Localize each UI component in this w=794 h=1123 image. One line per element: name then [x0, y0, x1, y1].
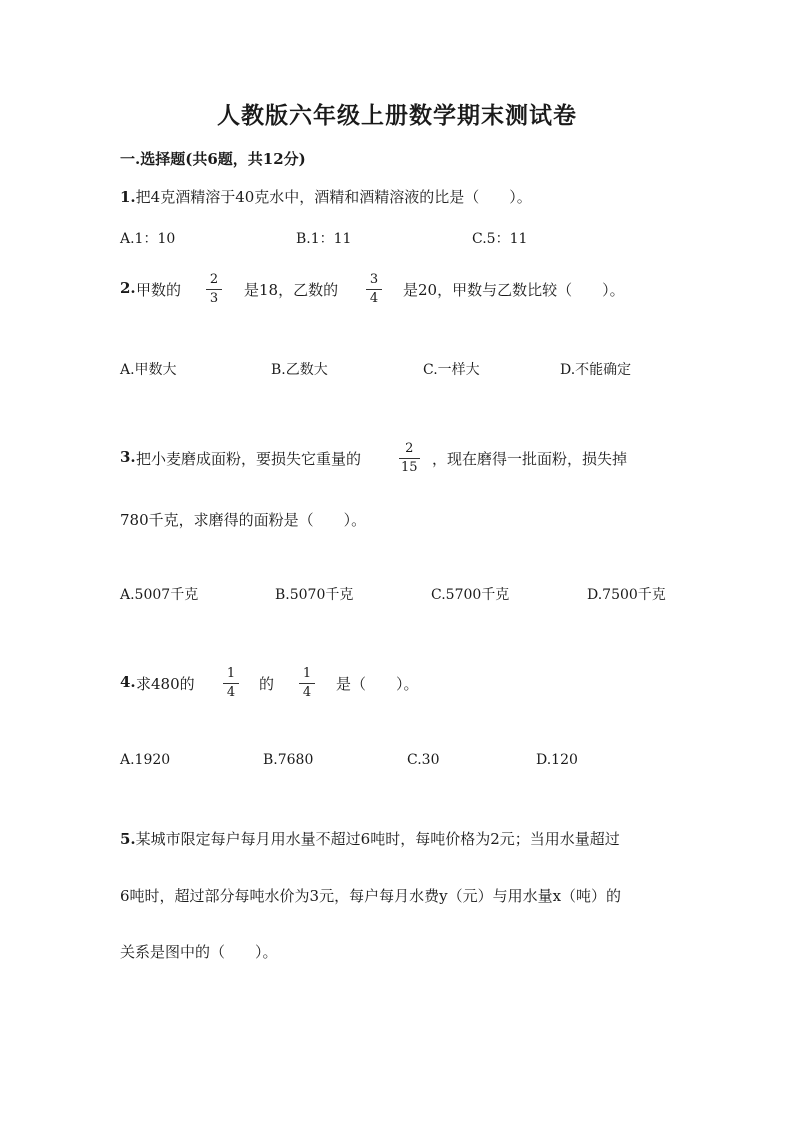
fraction — [207, 273, 221, 305]
fraction-numerator: 1 — [302, 666, 312, 681]
option-c[interactable]: C.5：11 — [472, 231, 528, 247]
option-a[interactable]: A.5007千克 — [120, 587, 199, 603]
question-text: 把小麦磨成面粉，要损失它重量的 — [136, 450, 362, 468]
page-title: 人教版六年级上册数学期末测试卷 — [217, 102, 577, 129]
fraction — [367, 273, 381, 305]
option-b[interactable]: B.乙数大 — [271, 362, 328, 378]
fraction — [400, 442, 419, 474]
fraction-numerator: 2 — [405, 441, 414, 456]
fraction-numerator: 3 — [369, 272, 379, 287]
fraction — [300, 667, 314, 699]
question-number: 3. — [120, 448, 136, 466]
question-text: 是20，甲数与乙数比较（ ）。 — [403, 281, 625, 299]
fraction-numerator: 2 — [209, 272, 219, 287]
question-number: 4. — [120, 673, 136, 691]
question-text: 求480的 — [136, 675, 195, 693]
option-a[interactable]: A.1920 — [120, 752, 171, 768]
option-a[interactable]: A.1：10 — [120, 231, 176, 247]
option-c[interactable]: C.30 — [407, 752, 440, 768]
fraction-numerator: 1 — [226, 666, 236, 681]
question-number: 1. — [120, 188, 136, 206]
fraction-denominator: 4 — [226, 685, 236, 700]
question-1 — [120, 186, 532, 207]
question-number: 2. — [120, 279, 136, 297]
option-d[interactable]: D.不能确定 — [560, 362, 632, 378]
fraction-denominator: 15 — [401, 460, 418, 475]
question-line-2: 6吨时，超过部分每吨水价为3元，每户每月水费y（元）与用水量x（吨）的 — [120, 887, 622, 905]
question-text: 的 — [259, 675, 275, 693]
option-d[interactable]: D.7500千克 — [587, 587, 666, 603]
question-text-line-2: 780千克，求磨得的面粉是（ ）。 — [120, 511, 367, 529]
question-line-3: 关系是图中的（ ）。 — [120, 943, 278, 961]
option-c[interactable]: C.一样大 — [423, 362, 480, 378]
option-b[interactable]: B.5070千克 — [275, 587, 354, 603]
question-text: 是18，乙数的 — [244, 281, 339, 299]
question-text: ，现在磨得一批面粉，损失掉 — [432, 450, 628, 468]
question-text: 把4克酒精溶于40克水中，酒精和酒精溶液的比是（ ）。 — [135, 188, 532, 206]
fraction-denominator: 3 — [209, 291, 219, 306]
question-text: 某城市限定每户每月用水量不超过6吨时，每吨价格为2元；当用水量超过 — [135, 830, 620, 848]
question-text: 是（ ）。 — [336, 675, 419, 693]
option-b[interactable]: B.7680 — [263, 752, 314, 768]
fraction-denominator: 4 — [369, 291, 379, 306]
option-c[interactable]: C.5700千克 — [431, 587, 510, 603]
option-a[interactable]: A.甲数大 — [120, 362, 177, 378]
option-b[interactable]: B.1：11 — [296, 231, 352, 247]
question-number: 5. — [120, 830, 136, 848]
option-d[interactable]: D.120 — [536, 752, 578, 768]
question-text: 甲数的 — [136, 281, 182, 299]
question-line-1 — [120, 828, 620, 849]
fraction-denominator: 4 — [302, 685, 312, 700]
fraction — [224, 667, 238, 699]
section-heading: 一.选择题(共6题，共12分) — [120, 150, 306, 168]
